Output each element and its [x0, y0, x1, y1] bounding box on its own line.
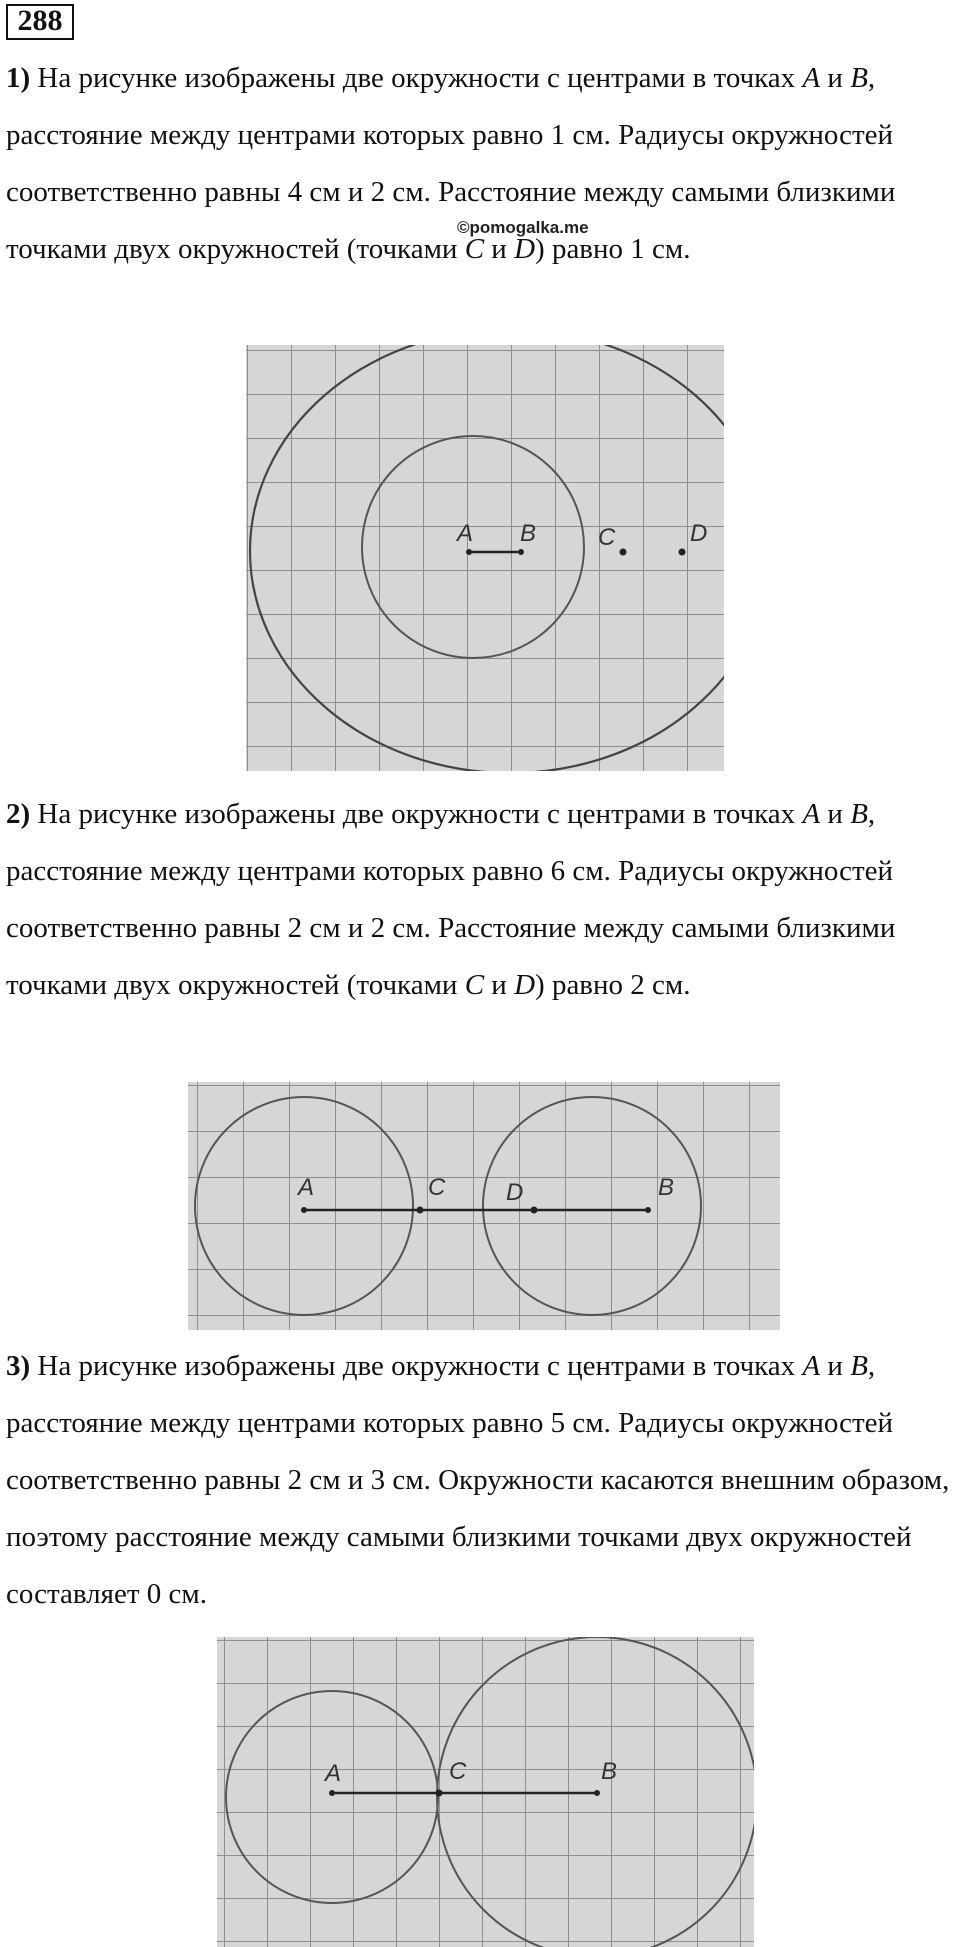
part-3-text-a: На рисунке изображены две окружности с центрами в точках [30, 1350, 803, 1382]
part-1-number: 1) [6, 62, 31, 94]
part-1-var-d: D [514, 233, 536, 265]
part-1-var-a: A [802, 62, 821, 94]
part-3-text-b: и [820, 1350, 851, 1382]
part-1-text [6, 50, 956, 278]
figure-3 [217, 1637, 754, 1947]
figure-2-drawing [188, 1082, 780, 1330]
figure-1-point-b [518, 549, 524, 555]
figure-2-label-d: D [506, 1179, 524, 1206]
figure-3-point-a [329, 1790, 335, 1796]
figure-3-drawing [217, 1637, 754, 1947]
part-1-var-b: B [850, 62, 868, 94]
figure-2 [188, 1082, 780, 1330]
part-1-text-b: и [820, 62, 851, 94]
part-2-text-b: и [820, 798, 851, 830]
figure-2-point-a [301, 1207, 307, 1213]
figure-2-point-d [531, 1207, 538, 1214]
part-1-text-d: и [484, 233, 515, 265]
problem-number: 288 [6, 4, 74, 40]
figure-1-drawing [246, 345, 724, 771]
figure-3-label-c: C [449, 1758, 467, 1785]
part-2-number: 2) [6, 798, 31, 830]
part-2-text [6, 786, 956, 1014]
figure-3-label-b: B [601, 1758, 618, 1785]
figure-1-label-b: B [520, 520, 537, 547]
part-2-text-e: ) равно 2 см. [535, 969, 691, 1001]
figure-1-point-c [620, 549, 627, 556]
figure-1-label-a: A [457, 520, 474, 547]
figure-2-label-a: A [298, 1174, 315, 1201]
part-3-text [6, 1338, 956, 1623]
figure-3-label-a: A [325, 1760, 342, 1787]
part-2-text-d: и [484, 969, 515, 1001]
figure-3-point-b [594, 1790, 600, 1796]
figure-2-point-c [417, 1207, 424, 1214]
part-3-var-a: A [802, 1350, 821, 1382]
figure-2-label-b: B [658, 1174, 675, 1201]
part-2-var-c: C [464, 969, 485, 1001]
part-1-text-c: , расстояние между центрами которых равно 1 см. Радиусы окружностей соответственно равны 4 см и 2 см. Расстояние между самыми близкими точками двух окружностей (точками [6, 62, 896, 265]
part-1-text-e: ) равно 1 см. [535, 233, 691, 265]
part-1-var-c: C [464, 233, 485, 265]
part-3-var-b: B [850, 1350, 868, 1382]
figure-1-label-c: C [598, 524, 616, 551]
part-2-text-a: На рисунке изображены две окружности с центрами в точках [30, 798, 803, 830]
figure-1-point-d [679, 549, 686, 556]
figure-2-label-c: C [428, 1174, 446, 1201]
part-3-number: 3) [6, 1350, 31, 1382]
part-3-text-c: , расстояние между центрами которых равно 5 см. Радиусы окружностей соответственно равны 2 см и 3 см. Окружности касаются внешним образом, поэтому расстояние между самыми близкими точками двух окружностей составляет 0 см. [6, 1350, 950, 1610]
figure-3-point-c [436, 1790, 443, 1797]
part-2-var-a: A [802, 798, 821, 830]
figure-1-label-d: D [690, 520, 708, 547]
figure-2-point-b [645, 1207, 651, 1213]
part-1-text-a: На рисунке изображены две окружности с центрами в точках [30, 62, 803, 94]
watermark: ©pomogalka.me [457, 218, 589, 237]
part-2-text-c: , расстояние между центрами которых равно 6 см. Радиусы окружностей соответственно равны 2 см и 2 см. Расстояние между самыми близкими точками двух окружностей (точками [6, 798, 896, 1001]
figure-1 [246, 345, 724, 771]
part-2-var-b: B [850, 798, 868, 830]
part-2-var-d: D [514, 969, 536, 1001]
figure-1-point-a [466, 549, 472, 555]
